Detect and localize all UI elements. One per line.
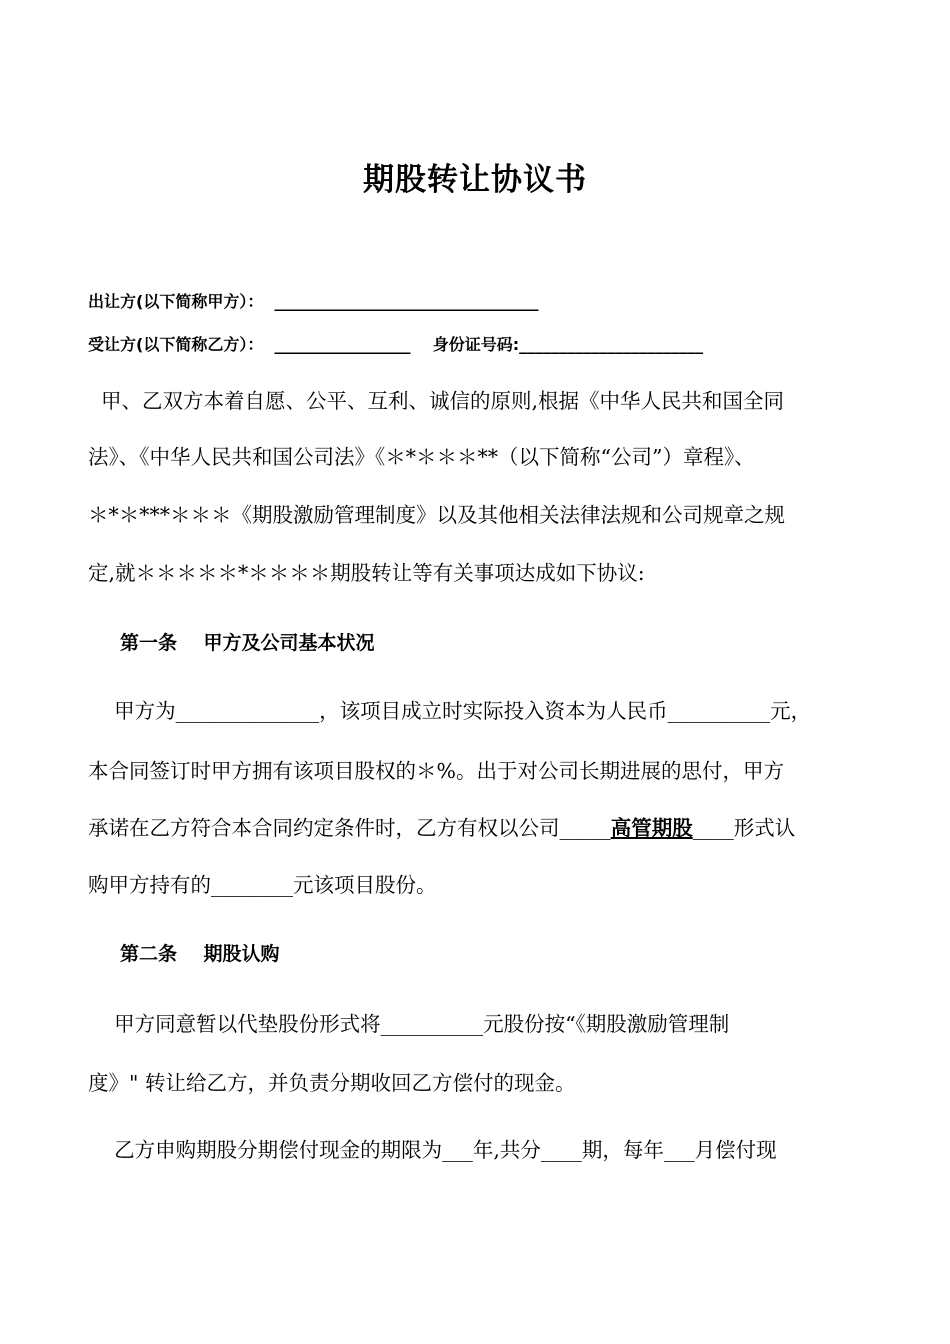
id-blank: _______________________	[519, 335, 704, 354]
article2-heading: 第二条 期股认购	[120, 943, 280, 965]
transferee-line	[88, 332, 703, 355]
a1-text: 购甲方持有的	[88, 873, 211, 897]
transferee-blank: _________________	[274, 335, 411, 354]
transferor-blank: _________________________________	[274, 292, 539, 311]
a2-text: 乙方申购期股分期偿付现金的期限为	[88, 1138, 443, 1162]
a1-text: 元，	[770, 699, 812, 723]
a1-blank-party: ______________	[175, 699, 320, 723]
article1-line-3	[88, 811, 868, 841]
a1-blank: _____	[559, 816, 611, 840]
a2-text: 月偿付现	[694, 1138, 777, 1162]
article1-heading: 第一条 甲方及公司基本状况	[120, 632, 375, 654]
a2-blank-amount: __________	[380, 1012, 484, 1036]
a1-text: 甲方为	[88, 699, 176, 723]
preamble-line-1: 甲、乙双方本着自愿、公平、互利、诚信的原则,根据《中华人民共和国全同	[88, 389, 785, 413]
a2-text: 期，每年	[581, 1138, 664, 1162]
article2-para1-line1	[88, 1007, 868, 1037]
article1-line-1	[88, 694, 868, 724]
document-title: 期股转让协议书	[363, 162, 587, 198]
a2-text: 甲方同意暂以代垫股份形式将	[88, 1012, 381, 1036]
a1-blank-capital: __________	[667, 699, 771, 723]
a1-blank-amount: ________	[211, 873, 293, 897]
transferee-label: 受让方(以下简称乙方）：	[88, 335, 264, 354]
a2-blank-month: ___	[663, 1138, 695, 1162]
preamble-line-2: 法》、《中华人民共和国公司法》《＊*＊＊＊**（以下简称“公司”）章程》、	[88, 445, 755, 469]
article1-line-2: 本合同签订时甲方拥有该项目股权的＊%。出于对公司长期进展的思付，甲方	[88, 759, 784, 783]
preamble-line-3: ＊*＊***＊＊＊《期股激励管理制度》以及其他相关法律法规和公司规章之规	[88, 503, 785, 527]
a2-text: 年,共分	[472, 1138, 541, 1162]
preamble-line-4: 定,就＊＊＊＊＊*＊＊＊＊期股转让等有关事项达成如下协议:	[88, 561, 645, 585]
a1-form-value: 高管期股	[610, 816, 693, 840]
a1-text: 元该项目股份。	[293, 873, 437, 897]
a1-text: 承诺在乙方符合本合同约定条件时，乙方有权以公司	[88, 816, 560, 840]
a1-text: ，该项目成立时实际投入资本为人民币	[319, 699, 668, 723]
a2-text: 元股份按“《期股激励管理制	[483, 1012, 730, 1036]
a1-text: 形式认	[733, 816, 796, 840]
article1-line-4	[88, 868, 868, 898]
transferor-line	[88, 289, 538, 312]
id-label: 身份证号码:	[432, 335, 520, 354]
article2-para2-line1	[88, 1133, 868, 1163]
a2-blank-periods: ____	[540, 1138, 582, 1162]
a2-blank-years: ___	[442, 1138, 473, 1162]
article2-para1-line2: 度》" 转让给乙方，并负责分期收回乙方偿付的现金。	[88, 1071, 576, 1095]
a1-blank: ____	[692, 816, 734, 840]
transferor-label: 出让方(以下简称甲方）：	[88, 292, 264, 311]
